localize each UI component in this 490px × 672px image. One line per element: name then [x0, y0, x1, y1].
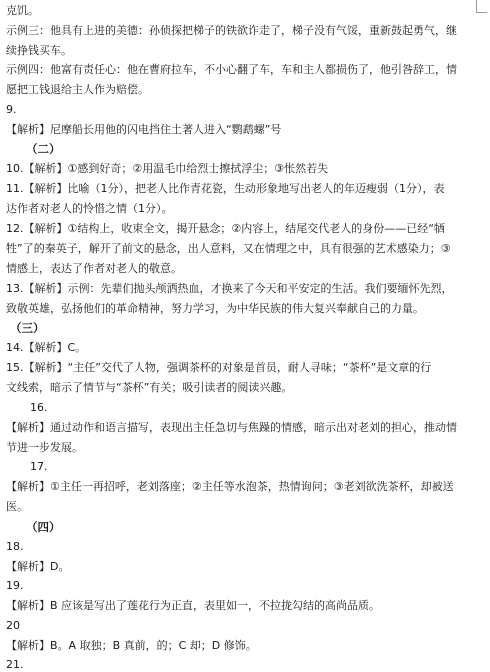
answer-line: 14.【解析】C。: [6, 341, 87, 354]
question-number: 18.: [6, 540, 24, 553]
answer-line: 13.【解析】示例：先辈们抛头颅洒热血，才换来了今天和平安定的生活。我们要缅怀先烈，: [6, 282, 453, 295]
answer-line: 【解析】B 应该是写出了莲花行为正直，表里如一，不拉拢勾结的高尚品质。: [6, 599, 381, 612]
answer-line: 10.【解析】①感到好奇；②用温毛巾给烈士擦拭浮尘；③怅然若失: [6, 162, 329, 175]
text-line: 医。: [6, 500, 28, 513]
question-number: 21.: [6, 658, 24, 671]
answer-line: 【解析】①主任一再招呼，老刘落座；②主任等水泡茶，热情询问；③老刘欲洗茶杯，却被送: [6, 480, 454, 493]
question-number: 17.: [30, 460, 48, 473]
section-heading: （三）: [10, 321, 45, 335]
text-line: 文线索，暗示了情节与“茶杯”有关；吸引读者的阅读兴趣。: [6, 381, 293, 394]
text-line: 情感上，表达了作者对老人的敬意。: [6, 262, 182, 275]
answer-line: 【解析】D。: [6, 560, 70, 573]
text-line: 续挣钱买车。: [6, 44, 72, 57]
answer-line: 【解析】尼摩船长用他的闪电挡住土著人进入“鹦鹉螺”号: [6, 123, 282, 136]
text-line: 节进一步发展。: [6, 441, 83, 454]
answer-line: 12.【解析】①结构上，收束全文，揭开悬念；②内容上，结尾交代老人的身份——已经“牺: [6, 222, 445, 235]
answer-line: 15.【解析】“主任”交代了人物，强调茶杯的对象是首员，耐人寻味；“茶杯”是文章的行: [6, 361, 432, 374]
text-line: 示例四：他富有责任心：他在曹府拉车，不小心翻了车，车和主人都损伤了，他引咎辞工，情: [6, 63, 457, 76]
question-number: 9.: [6, 103, 17, 116]
question-number: 16.: [30, 401, 48, 414]
text-line: 致敬英雄，弘扬他们的革命精神，努力学习，为中华民族的伟大复兴奉献自己的力量。: [6, 302, 424, 315]
margin-corner-marker: [476, 0, 487, 13]
question-number: 19.: [6, 579, 24, 592]
text-line: 牲”了的秦英子，解开了前文的悬念，出人意料，又在情理之中，具有很强的艺术感染力；③: [6, 242, 451, 255]
text-line: 克饥。: [6, 4, 39, 17]
text-line: 愿把工钱退给主人作为赔偿。: [6, 83, 149, 96]
text-line: 示例三：他具有上进的美德：孙侦探把梯子的铁欲诈走了，梯子没有气馁，重新鼓起勇气，继: [6, 24, 457, 37]
answer-line: 【解析】通过动作和语言描写，表现出主任急切与焦躁的情感，暗示出对老刘的担心，推动情: [6, 421, 457, 434]
text-line: 达作者对老人的怜惜之情（1分）。: [6, 202, 173, 215]
section-heading: （二）: [26, 142, 61, 156]
question-number: 20: [6, 619, 20, 632]
answer-line: 【解析】B。A 取独；B 真前，的；C 却；D 修饰。: [6, 639, 257, 652]
section-heading: （四）: [26, 520, 61, 534]
answer-line: 11.【解析】比喻（1分），把老人比作青花瓷，生动形象地写出老人的年迈瘦弱（1分），表: [6, 182, 445, 195]
